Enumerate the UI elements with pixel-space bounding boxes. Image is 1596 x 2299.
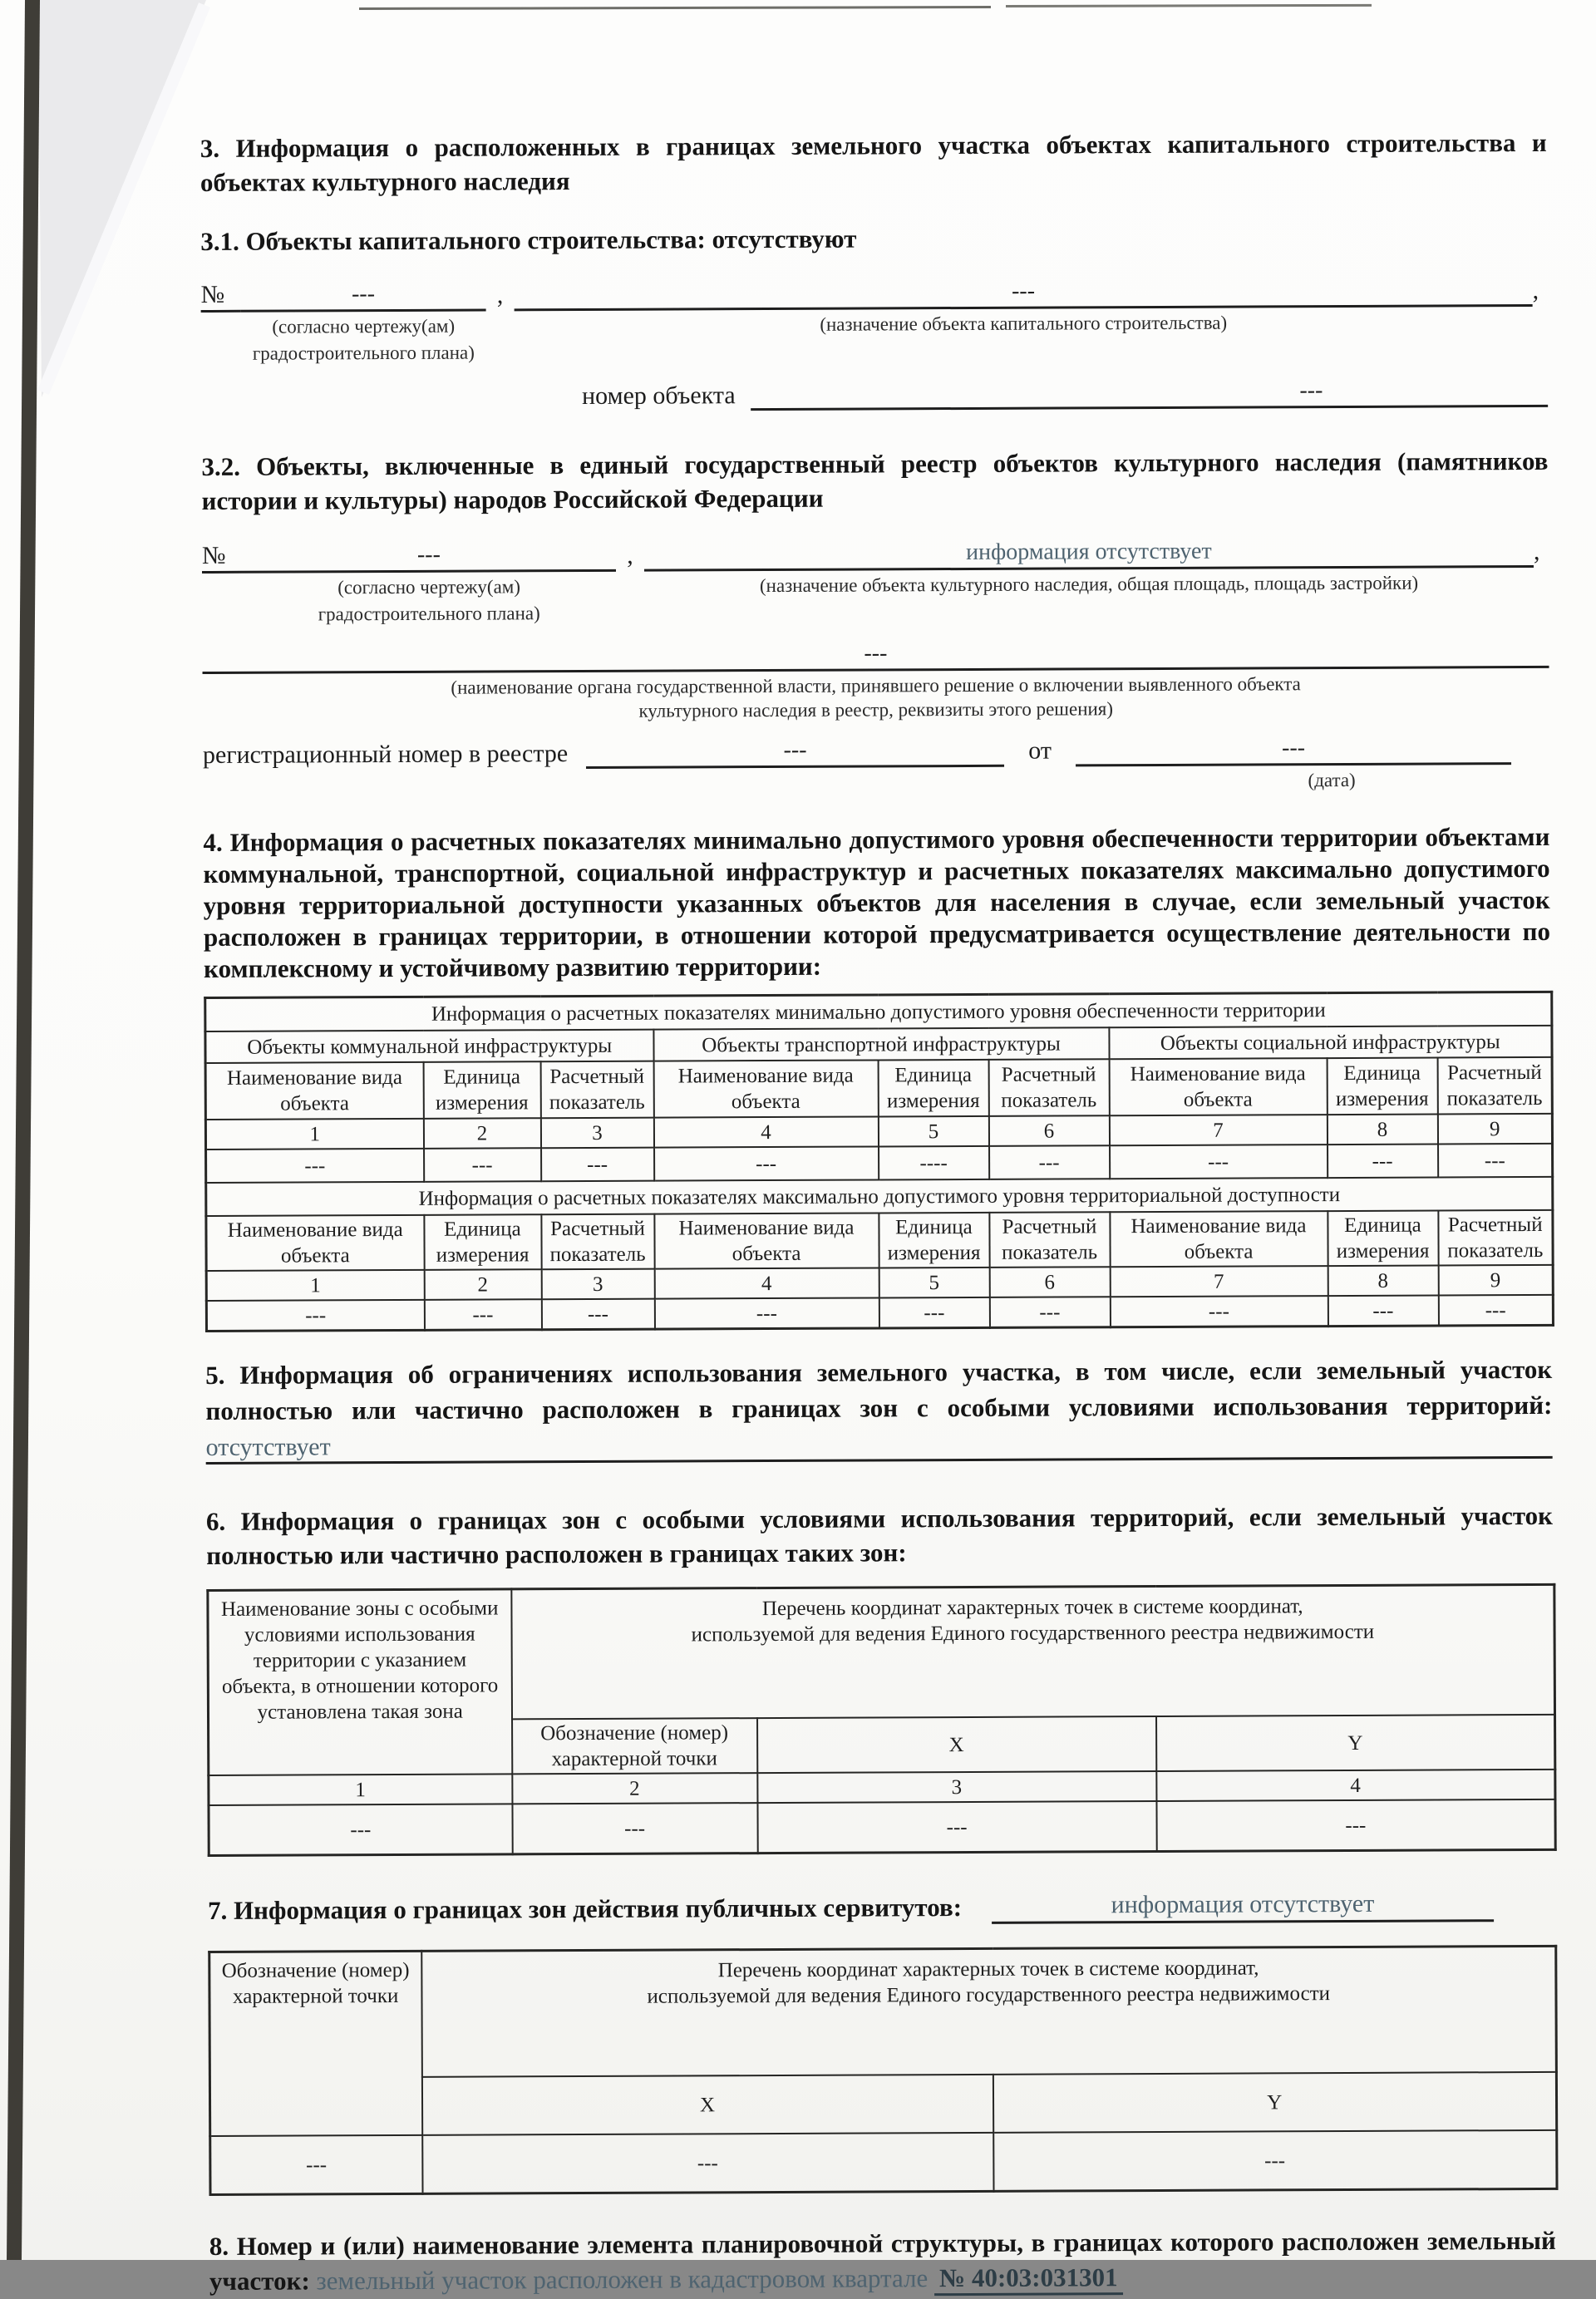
table-cell: 8 (1327, 1115, 1437, 1145)
table-cell: --- (1110, 1145, 1328, 1179)
table-header-cell: Наименование вида объекта (206, 1215, 424, 1271)
table-header-cell (511, 1584, 1555, 1719)
section-8-heading: 8. Номер и (или) наименование элемента планировочной структуры, в границах которого расположен земельный участок: (209, 2225, 1556, 2296)
table-cell: 6 (988, 1115, 1109, 1146)
infrastructure-indicators-table (204, 991, 1554, 1332)
table-cell: --- (1438, 1295, 1553, 1326)
field-caption: культурного наследия в реестр, реквизиты этого решения) (638, 698, 1114, 721)
caption-row (203, 695, 1549, 725)
blank-line (202, 631, 1549, 674)
filled-value: информация отсутствует (1111, 1889, 1375, 1919)
blank-value: --- (1299, 377, 1323, 404)
table-cell: --- (1156, 1799, 1555, 1852)
cadastral-quarter-number: № 40:03:031301 (934, 2262, 1123, 2296)
table-header-cell: X (421, 2075, 993, 2135)
table-cell: --- (512, 1803, 757, 1854)
table-cell: --- (206, 1149, 424, 1183)
table-cell: --- (1328, 1296, 1438, 1327)
section-5-heading: 5. Информация об ограничениях использования земельного участка, в том числе, если земельный участок полностью или частично расположен в границах зон с особыми условиями использования территорий: (205, 1354, 1553, 1425)
table-cell: --- (209, 1804, 512, 1855)
blank-line (992, 1884, 1494, 1924)
comma: , (1532, 276, 1539, 305)
caption-row (202, 570, 1549, 600)
table-header-cell: Y (1156, 1715, 1555, 1771)
table-header-cell: Y (993, 2072, 1556, 2133)
table-cell: 7 (1110, 1266, 1328, 1297)
table-cell: ---- (879, 1146, 989, 1180)
table-header-cell: Единица измерения (878, 1060, 988, 1117)
section-5 (205, 1351, 1553, 1465)
blank-value: --- (351, 281, 376, 308)
blank-line (1076, 727, 1511, 766)
table-header-cell: Обозначение (номер) характерной точки (512, 1718, 757, 1774)
table-cell: 8 (1328, 1266, 1438, 1297)
table-header-cell: Единица измерения (424, 1214, 541, 1270)
section-6-heading: 6. Информация о границах зон с особыми условиями использования территорий, если земельный участок полностью или частично расположен в границах таких зон: (205, 1500, 1554, 1570)
servitudes-coords-table (208, 1945, 1558, 2196)
blank-value: --- (1282, 735, 1306, 761)
table-header-cell: Наименование вида объекта (653, 1060, 878, 1117)
table-cell: --- (424, 1299, 541, 1330)
comma: , (627, 541, 633, 569)
table-cell: --- (654, 1146, 879, 1180)
table-cell: 4 (654, 1268, 879, 1298)
blank-line (240, 274, 485, 313)
table-cell: --- (989, 1145, 1110, 1179)
field-caption: (назначение объекта культурного наследия, общая площадь, площадь застройки) (759, 572, 1419, 597)
table-header-cell: Расчетный показатель (1438, 1210, 1553, 1266)
table-header-cell: X (757, 1716, 1156, 1773)
field-caption: (согласно чертежу(ам) (272, 315, 456, 337)
coords-header-line: Перечень координат характерных точек в системе координат, (761, 1595, 1303, 1621)
table-cell: --- (422, 2133, 993, 2193)
table-cell: 1 (206, 1270, 424, 1301)
table-cell: 9 (1437, 1114, 1552, 1145)
field-caption: (назначение объекта капитального строительства) (820, 312, 1228, 335)
coords-header-line: Перечень координат характерных точек в системе координат, (717, 1957, 1259, 1982)
blank-line (206, 1423, 1553, 1465)
table-header-cell: Расчетный показатель (989, 1212, 1110, 1268)
table-cell: --- (879, 1297, 989, 1328)
table-cell: 3 (540, 1118, 653, 1149)
section-3-heading: 3. Информация о расположенных в границах земельного участка объектах капитального строительства и объектах культурного наследия (200, 127, 1547, 197)
section-8 (209, 2223, 1556, 2299)
table-cell: --- (541, 1299, 654, 1330)
table-header-cell: Расчетный показатель (988, 1059, 1109, 1116)
section-3-2-heading: 3.2. Объекты, включенные в единый государственный реестр объектов культурного наследия (памятников истории и культуры) народов Российской Федерации (201, 446, 1549, 515)
filled-value: земельный участок расположен в кадастровом квартале (316, 2263, 929, 2296)
blank-line (242, 534, 616, 574)
blank-line (644, 530, 1534, 572)
comma: , (1533, 537, 1540, 566)
blank-value: --- (783, 736, 807, 763)
table-cell: --- (757, 1801, 1156, 1853)
section-7-heading: 7. Информация о границах зон действия публичных сервитутов: (207, 1893, 963, 1925)
blank-line (586, 730, 1004, 769)
object-number-row (201, 370, 1548, 413)
blank-value: --- (1011, 278, 1036, 304)
table-cell: 5 (879, 1268, 989, 1298)
table-cell: --- (989, 1297, 1110, 1327)
table-cell: 9 (1438, 1265, 1553, 1296)
field-caption: (наименование органа государственной власти, принявшего решение о включении выявленного объекта (451, 673, 1301, 698)
comma: , (496, 281, 504, 309)
blank-value: --- (864, 640, 888, 667)
caption-row (201, 336, 1548, 366)
table-cell: 4 (1156, 1770, 1555, 1801)
special-zones-table (206, 1583, 1556, 1857)
registry-number-row (203, 727, 1549, 770)
blank-line (514, 269, 1532, 311)
number-sign: № (200, 281, 240, 313)
table-header-cell: Наименование вида объекта (1109, 1058, 1327, 1115)
table-cell: --- (424, 1148, 541, 1182)
filled-value: отсутствует (205, 1433, 331, 1461)
caption-row (201, 309, 1548, 339)
caption-row (202, 597, 1549, 627)
table-group-cell: Объекты коммунальной инфраструктуры (205, 1030, 653, 1063)
object-number-label: номер объекта (582, 382, 736, 410)
field-caption: градостроительного плана) (252, 342, 475, 364)
table-cell: --- (1438, 1144, 1553, 1178)
section-3-2-fill-row (202, 530, 1549, 574)
table-header-cell: Расчетный показатель (1437, 1057, 1552, 1115)
table-cell: 1 (209, 1774, 512, 1805)
table-cell: --- (654, 1297, 879, 1329)
table-cell: 3 (541, 1269, 654, 1300)
page-binding (7, 0, 40, 2260)
coords-header-line: используемой для ведения Единого государственного реестра недвижимости (647, 1982, 1331, 2008)
table-header-cell: Единица измерения (423, 1061, 540, 1119)
from-label: от (1028, 736, 1052, 765)
document-content (200, 0, 1556, 2299)
blank-line (751, 370, 1549, 411)
table-cell: 5 (878, 1116, 988, 1147)
number-sign: № (202, 542, 242, 574)
table-header-cell: Единица измерения (1328, 1211, 1438, 1267)
table-cell: --- (541, 1148, 654, 1182)
table-header-cell: Обозначение (номер) характерной точки (209, 1951, 422, 2136)
table-header-cell: Наименование вида объекта (1110, 1211, 1328, 1267)
caption-row (203, 767, 1549, 797)
table-caption-cell: Информация о расчетных показателях минимально допустимого уровня обеспеченности территории (205, 992, 1552, 1031)
table-cell: 3 (757, 1771, 1156, 1803)
table-group-cell: Объекты социальной инфраструктуры (1109, 1026, 1552, 1059)
table-cell: 2 (423, 1118, 540, 1149)
table-cell: 7 (1109, 1115, 1327, 1145)
table-header-cell (421, 1946, 1557, 2076)
table-cell: 1 (205, 1119, 423, 1150)
field-caption: (согласно чертежу(ам) (337, 576, 521, 598)
table-group-cell: Объекты транспортной инфраструктуры (653, 1027, 1109, 1061)
table-cell: --- (1110, 1296, 1328, 1327)
table-header-cell: Наименование вида объекта (654, 1213, 879, 1268)
coords-header-line: используемой для ведения Единого государственного реестра недвижимости (691, 1620, 1375, 1647)
table-header-cell: Единица измерения (879, 1213, 989, 1268)
table-cell: 2 (424, 1269, 541, 1300)
field-caption: градостроительного плана) (318, 603, 540, 625)
table-cell: 4 (653, 1116, 878, 1147)
section-3-1-fill-row (200, 269, 1547, 313)
table-header-cell: Наименование вида объекта (205, 1062, 423, 1120)
blank-value: --- (416, 541, 441, 568)
table-cell: --- (993, 2130, 1557, 2191)
table-header-cell: Расчетный показатель (541, 1214, 654, 1270)
authority-row (202, 631, 1549, 725)
table-cell: --- (210, 2135, 422, 2195)
date-caption: (дата) (1308, 769, 1356, 791)
table-header-cell: Наименование зоны с особыми условиями использования территории с указанием объекта, в отношении которого установлена такая зона (208, 1589, 512, 1775)
section-7 (208, 1884, 1554, 1927)
registry-number-label: регистрационный номер в реестре (202, 740, 569, 769)
filled-value: информация отсутствует (966, 538, 1212, 565)
section-4-heading: 4. Информация о расчетных показателях минимально допустимого уровня обеспеченности территории объектами коммунальной, транспортной, социальной инфраструктур и расчетных показателях максимально допустимого уровня территориальной доступности указанных объектов для населения в случае, если земельный участок расположен в границах территории, в отношении которой предусматривается осуществление деятельности по комплексному и устойчивому развитию территории: (203, 821, 1550, 983)
table-caption-cell: Информация о расчетных показателях максимально допустимого уровня территориальной доступности (206, 1177, 1553, 1216)
table-cell: 2 (512, 1773, 757, 1804)
table-cell: 6 (989, 1267, 1110, 1297)
table-cell: --- (206, 1300, 424, 1332)
table-cell: --- (1328, 1145, 1438, 1179)
table-header-cell: Единица измерения (1327, 1058, 1437, 1115)
table-header-cell: Расчетный показатель (540, 1061, 653, 1119)
section-3-1-heading: 3.1. Объекты капитального строительства: отсутствуют (200, 224, 857, 256)
